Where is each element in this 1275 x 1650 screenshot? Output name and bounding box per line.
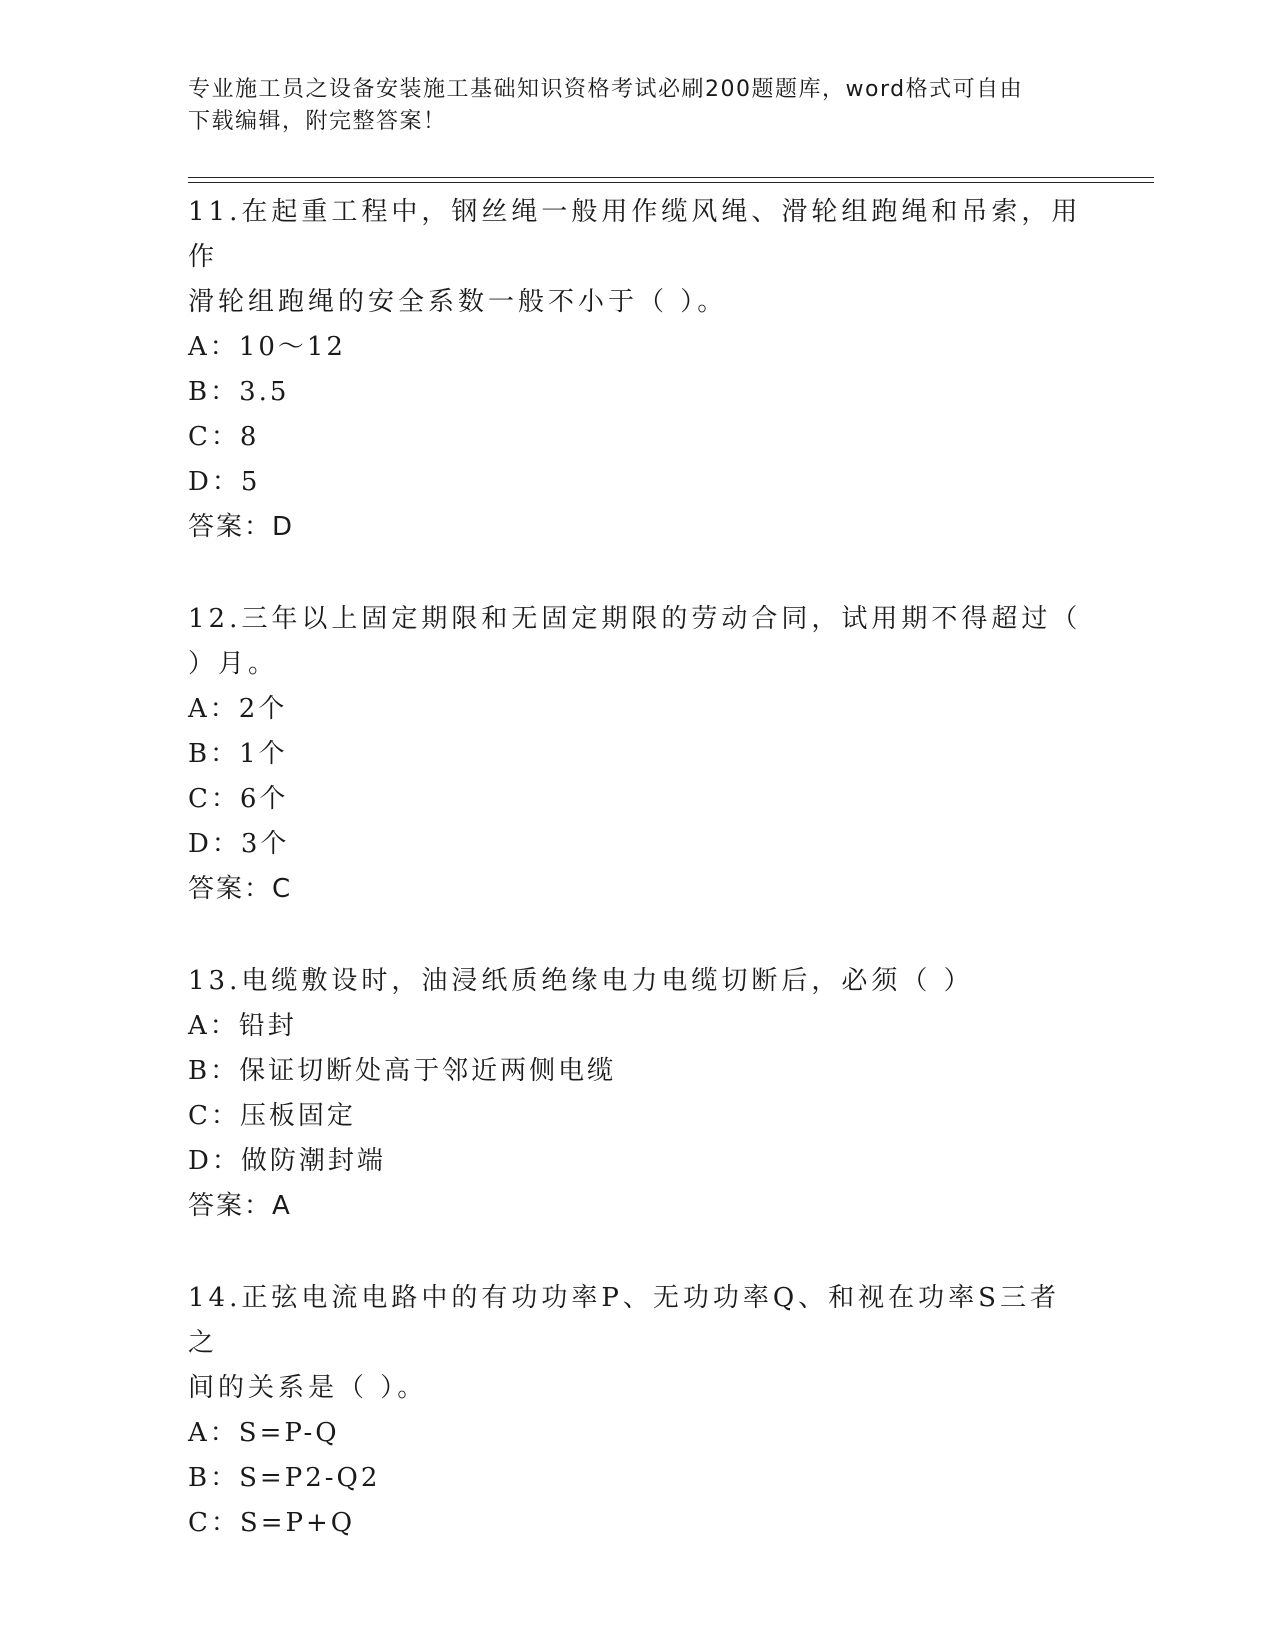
option-d: D：5 xyxy=(188,467,261,497)
header-title-line-1: 专业施工员之设备安装施工基础知识资格考试必刷200题题库，word格式可自由 xyxy=(188,77,1024,102)
question-text-line-1: 12.三年以上固定期限和无固定期限的劳动合同，试用期不得超过（ xyxy=(188,604,1082,634)
question-list xyxy=(188,190,1088,1593)
option-c: C：6个 xyxy=(188,784,289,814)
answer-text: 答案：D xyxy=(188,512,295,542)
option-d: D：3个 xyxy=(188,829,290,859)
option-a: A：铅封 xyxy=(188,1011,297,1041)
option-b: B：保证切断处高于邻近两侧电缆 xyxy=(188,1056,617,1086)
document-header xyxy=(188,74,1078,138)
question-text-line-1: 13.电缆敷设时，油浸纸质绝缘电力电缆切断后，必须（ ） xyxy=(188,966,974,996)
option-c: C：压板固定 xyxy=(188,1101,356,1131)
question-text-line-1: 11.在起重工程中，钢丝绳一般用作缆风绳、滑轮组跑绳和吊索，用作 xyxy=(188,197,1082,272)
answer-text: 答案：C xyxy=(188,874,293,904)
option-b: B：3.5 xyxy=(188,377,290,407)
option-a: A：S=P-Q xyxy=(188,1418,340,1448)
option-c: C：8 xyxy=(188,422,260,452)
option-b: B：1个 xyxy=(188,739,288,769)
question-text-line-2: ）月。 xyxy=(188,649,279,679)
header-title-line-2: 下载编辑，附完整答案！ xyxy=(188,109,447,134)
answer-text: 答案：A xyxy=(188,1191,292,1221)
option-a: A：10～12 xyxy=(188,332,346,362)
option-a: A：2个 xyxy=(188,694,288,724)
question-text-line-1: 14.正弦电流电路中的有功功率P、无功功率Q、和视在功率S三者之 xyxy=(188,1283,1060,1358)
question-11 xyxy=(188,190,1088,550)
header-divider-top xyxy=(188,177,1154,178)
option-b: B：S=P2-Q2 xyxy=(188,1463,381,1493)
question-14 xyxy=(188,1276,1088,1546)
question-text-line-2: 间的关系是（ ）。 xyxy=(188,1373,428,1403)
question-text-line-2: 滑轮组跑绳的安全系数一般不小于（ ）。 xyxy=(188,287,728,317)
header-divider-bottom xyxy=(188,182,1154,183)
question-12 xyxy=(188,597,1088,912)
option-d: D：做防潮封端 xyxy=(188,1146,386,1176)
question-13 xyxy=(188,959,1088,1229)
option-c: C：S=P+Q xyxy=(188,1508,356,1538)
